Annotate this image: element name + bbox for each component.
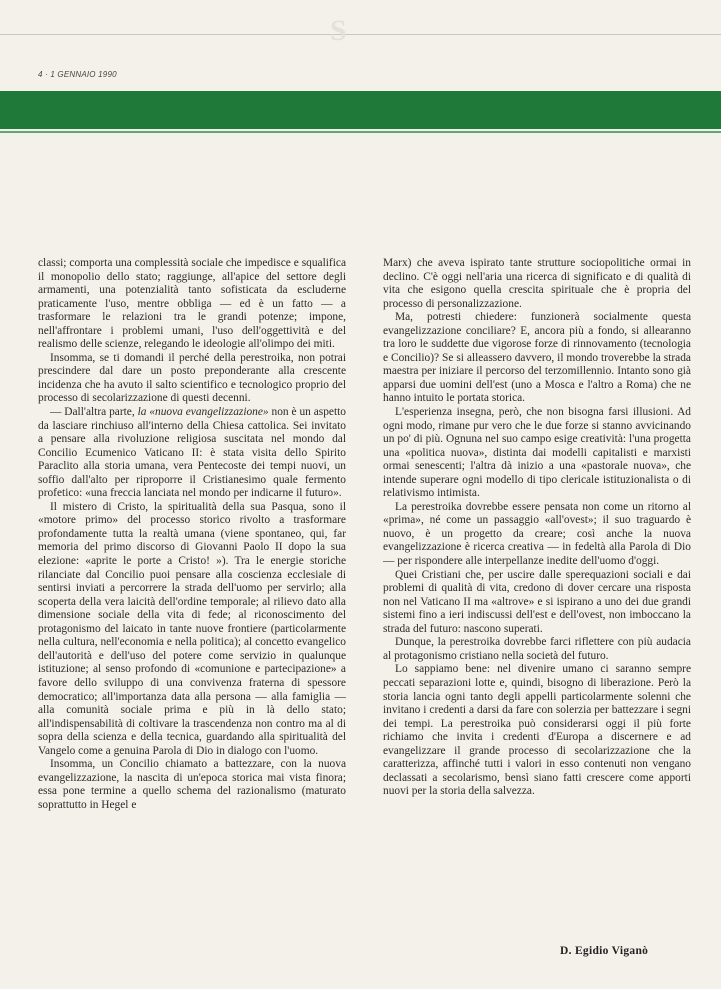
paragraph: Dunque, la perestroika dovrebbe farci riflettere con più audacia al protagonismo cristiano nella società del futuro. [383, 636, 691, 662]
paragraph: Insomma, se ti domandi il perché della perestroika, non potrai prescindere dal dare un posto preponderante alla crescente incidenza che ha avuto il salto scientifico e tecnologico proprio del processo di secolarizzazione di questi decenni. [38, 351, 346, 405]
paragraph [38, 406, 346, 501]
author-signature: D. Egidio Viganò [560, 945, 649, 957]
page-number-date: 4 · 1 GENNAIO 1990 [38, 70, 117, 79]
paragraph: La perestroika dovrebbe essere pensata non come un ritorno al «prima», né come un passaggio «all'ovest»; il suo traguardo è nuovo, è un progetto da creare; così anche la nuova evangelizzazione è ricerca creativa — in fedeltà alla Parola di Dio — per rispondere alle interpellanze inedite dell'uomo d'oggi. [383, 500, 691, 568]
emphasis-text: la «nuova evangelizzazione» [137, 406, 269, 419]
left-column [38, 257, 346, 812]
right-column [383, 257, 691, 799]
green-header-underline [0, 131, 721, 133]
paragraph: Ma, potresti chiedere: funzionerà socialmente questa evangelizzazione conciliare? E, ancora più a fondo, si allearanno tra loro le suddette due vigorose forze di rinnovamento (tecnologia e Concilio)? Se si alleassero davvero, il mondo troverebbe la strada maestra per iniziare il percorso del terzomillennio. Intanto sono già apparsi due uomini dell'est (uno a Mosca e l'altro a Roma) che ne hanno intuito le portata storica. [383, 311, 691, 405]
paragraph: Lo sappiamo bene: nel divenire umano ci saranno sempre peccati separazioni lotte e, quindi, bisogno di liberazione. Però la storia lancia ogni tanto degli appelli particolarmente solenni che invitano i credenti a darsi da fare con solerzia per battezzare i segni dei tempi. La perestroika può considerarsi oggi il più forte richiamo che invita i credenti d'Europa a discernere e ad evangelizzare il grande processo di secolarizzazione che la caratterizza, affinché tutti i valori in esso contenuti non vengano declassati a secolarismo, bensì siano fatti crescere come apporti nuovi per la storia della salvezza. [383, 663, 691, 798]
paragraph: Marx) che aveva ispirato tante strutture sociopolitiche ormai in declino. C'è oggi nell'aria una ricerca di significato e di qualità di vita che esigono quella crescita spirituale che è propria del processo di personalizzazione. [383, 257, 691, 310]
top-rule [0, 34, 721, 35]
bleed-through-mark: S [330, 14, 347, 47]
paragraph: classi; comporta una complessità sociale che impedisce e squalifica il monopolio dello stato; raggiunge, all'apice del settore degli armamenti, una potenzialità tanto sofisticata da escluderne praticamente l'uso, mentre obbliga — ed è un fatto — a trasformare le relazioni tra le grandi potenze; impone, nell'affrontare i problemi umani, l'uso dell'oggettività e del realismo delle scienze, relegando le ideologie all'olimpo dei miti. [38, 257, 346, 351]
text-run: — Dall'altra parte, [50, 406, 138, 419]
paragraph: L'esperienza insegna, però, che non bisogna farsi illusioni. Ad ogni modo, rimane pur vero che le due forze si stanno avvicinando un po' di più. Ognuna nel suo campo esige creatività: l'una progetta una «politica nuova», distinta dai modelli capitalisti e marxisti ormai senescenti; l'altra dà inizio a una «pastorale nuova», che intende superare ogni modello di tipo clericale istituzionalista o di relativismo intimista. [383, 406, 691, 500]
text-run: non è un aspetto da lasciare rinchiuso all'interno della Chiesa cattolica. Sei invitato a pensare alla rivoluzione religiosa suscitata nel mondo dal Concilio Ecumenico Vaticano II: è stata visita dello Spirito Paraclito alla storia umana, vera Pentecoste dei tempi nuovi, un soffio dall'alto per riproporre il Cristianesimo quale fermento profetico: «una freccia lanciata nel mondo per indicarne il futuro». [38, 406, 346, 500]
green-header-band [0, 91, 721, 129]
paragraph: Quei Cristiani che, per uscire dalle sperequazioni sociali e dai problemi di qualità di vita, credono di dover cercare una risposta non nel Vaticano II ma «altrove» e si ispirano a uno dei due grandi sistemi fino a ieri indiscussi dell'est e dell'ovest, non imboccano la strada del futuro: nascono superati. [383, 568, 691, 635]
paragraph: Insomma, un Concilio chiamato a battezzare, con la nuova evangelizzazione, la nascita di un'epoca storica mai vista finora; essa pone termine a quello schema del razionalismo (maturato soprattutto in Hegel e [38, 758, 346, 811]
paragraph: Il mistero di Cristo, la spiritualità della sua Pasqua, sono il «motore primo» del processo storico rivolto a trasformare profondamente tutta la realtà umana (viene spontaneo, qui, far memoria del primo discorso di Giovanni Paolo II dopo la sua elezione: «aprite le porte a Cristo! »). Tra le energie storiche rilanciate dal Concilio puoi pensare alla coscienza ecclesiale di sentirsi inviati a percorrere la strada dell'uomo per servirlo; alla scoperta della vera laicità dell'ordine temporale; al rilievo dato alla dimensione sociale della vita di fede; al riconoscimento del protagonismo del laicato in tante nuove frontiere (particolarmente nella cultura, nell'economia e nella politica); al concetto evangelico dell'autorità e dell'uso del potere come servizio in qualunque istituzione; al senso profondo di «comunione e partecipazione» a favore dello sviluppo di una convivenza fraterna di spessore democratico; all'importanza data alla persona — alla famiglia — alla comunità sociale prima e più in là dello stato; all'indispensabilità di coltivare la trascendenza non contro ma al di sopra della scienza e della tecnica, guardando alla spiritualità del Vangelo come a genuina Parola di Dio in dialogo con l'uomo. [38, 500, 346, 757]
